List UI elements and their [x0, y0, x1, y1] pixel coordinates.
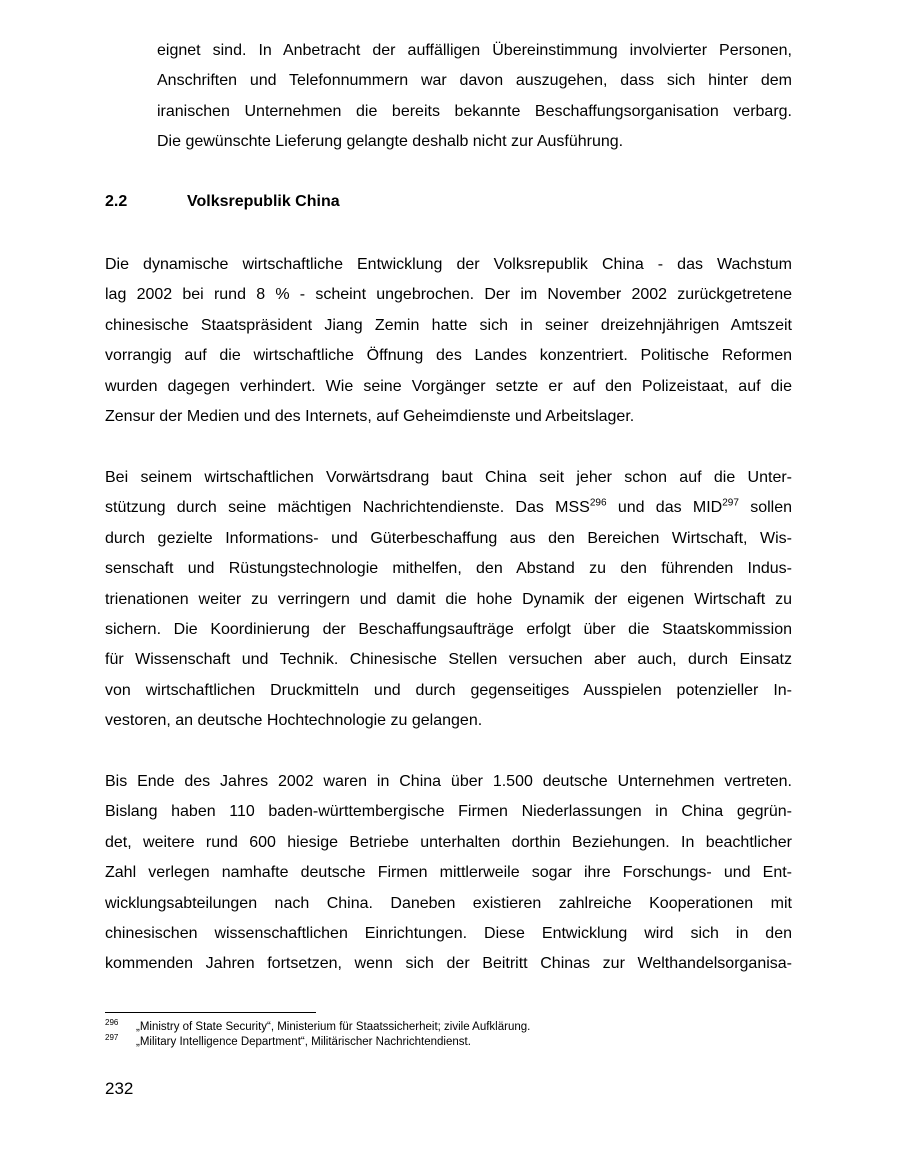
text-fragment: sollen: [738, 499, 792, 517]
text-line: lag 2002 bei rund 8 % - scheint ungebrochen. Der im November 2002 zurückgetretene: [105, 286, 792, 304]
footnote-number: 297: [105, 1033, 119, 1042]
text-line: Die gewünschte Lieferung gelangte deshalb nicht zur Ausführung.: [157, 133, 624, 151]
paragraph-continuation: [157, 36, 792, 158]
footnote-ref-296[interactable]: 296: [589, 498, 607, 510]
text-line: kommenden Jahren fortsetzen, wenn sich der Beitritt Chinas zur Welthandelsorganisa-: [105, 955, 792, 973]
text-fragment: stützung durch seine mächtigen Nachrichtendienste. Das MSS: [105, 499, 590, 517]
paragraph-2: [105, 463, 792, 737]
text-line: chinesische Staatspräsident Jiang Zemin hatte sich in seiner dreizehnjährigen Amtszeit: [105, 316, 792, 334]
text-line: Bei seinem wirtschaftlichen Vorwärtsdrang baut China seit jeher schon auf die Unter-: [105, 469, 792, 486]
text-line: Die dynamische wirtschaftliche Entwicklung der Volksrepublik China - das Wachstum: [105, 256, 792, 273]
footnote-divider: [105, 1012, 316, 1013]
text-line: Bislang haben 110 baden-württembergische Firmen Niederlassungen in China gegrün-: [105, 803, 792, 821]
text-line: iranischen Unternehmen die bereits bekannte Beschaffungsorganisation verbarg.: [157, 102, 792, 120]
text-line: für Wissenschaft und Technik. Chinesische Stellen versuchen aber auch, durch Einsatz: [105, 651, 792, 669]
section-title: Volksrepublik China: [187, 193, 340, 210]
page-number: 232: [105, 1079, 134, 1098]
text-line-with-footnotes: [105, 493, 792, 523]
text-line: Anschriften und Telefonnummern war davon auszugehen, dass sich hinter dem: [157, 72, 792, 90]
text-line: det, weitere rund 600 hiesige Betriebe unterhalten dorthin Beziehungen. In beachtlicher: [105, 833, 792, 851]
section-number: 2.2: [105, 193, 128, 210]
footnote-text: „Ministry of State Security“, Ministerium für Staatssicherheit; zivile Aufklärung.: [136, 1021, 531, 1033]
text-line: Zensur der Medien und des Internets, auf Geheimdienste und Arbeitslager.: [105, 408, 635, 426]
text-fragment: und das MID: [606, 499, 723, 517]
text-line: vorrangig auf die wirtschaftliche Öffnung des Landes konzentriert. Politische Reformen: [105, 347, 792, 365]
text-line: chinesischen wissenschaftlichen Einrichtungen. Diese Entwicklung wird sich in den: [105, 925, 792, 943]
text-line: wicklungsabteilungen nach China. Daneben existieren zahlreiche Kooperationen mit: [105, 894, 792, 912]
paragraph-3: [105, 767, 792, 980]
text-line: eignet sind. In Anbetracht der auffälligen Übereinstimmung involvierter Personen,: [157, 42, 792, 59]
footnote-ref-297[interactable]: 297: [722, 498, 739, 510]
text-line: wurden dagegen verhindert. Wie seine Vorgänger setzte er auf den Polizeistaat, auf die: [105, 377, 792, 395]
text-line: trienationen weiter zu verringern und damit die hohe Dynamik der eigenen Wirtschaft zu: [105, 590, 792, 608]
text-line: sichern. Die Koordinierung der Beschaffungsaufträge erfolgt über die Staatskommission: [105, 621, 792, 639]
text-line: durch gezielte Informations- und Güterbeschaffung aus den Bereichen Wirtschaft, Wis-: [105, 529, 792, 547]
footnote-number: 296: [105, 1018, 119, 1027]
footnote-text: „Military Intelligence Department“, Militärischer Nachrichtendienst.: [136, 1036, 471, 1048]
text-line: senschaft und Rüstungstechnologie mithelfen, den Abstand zu den führenden Indus-: [105, 560, 792, 578]
text-line: Bis Ende des Jahres 2002 waren in China über 1.500 deutsche Unternehmen vertreten.: [105, 773, 792, 790]
text-line: Zahl verlegen namhafte deutsche Firmen mittlerweile sogar ihre Forschungs- und Ent-: [105, 864, 792, 882]
text-line: von wirtschaftlichen Druckmitteln und durch gegenseitiges Ausspielen potenzieller In-: [105, 681, 792, 699]
text-line: vestoren, an deutsche Hochtechnologie zu gelangen.: [105, 712, 483, 730]
paragraph-1: [105, 250, 792, 432]
